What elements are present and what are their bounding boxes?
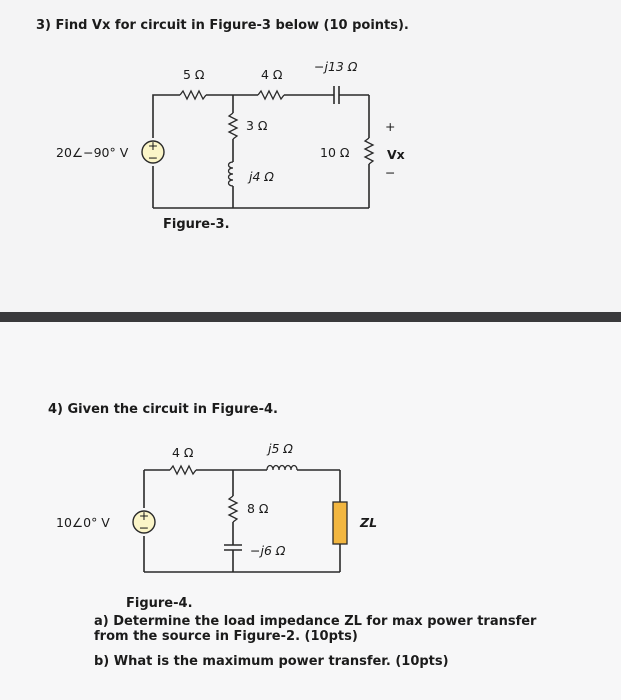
fig3-capacitor-label: −j13 Ω: [314, 59, 358, 74]
figure-3-circuit: [56, 59, 405, 208]
fig3-inductor-j4: [229, 162, 234, 186]
fig4-source-plus: +: [138, 508, 150, 523]
fig3-vx-plus: +: [385, 119, 396, 134]
figure-4-caption: Figure-4.: [126, 596, 193, 611]
fig3-source-minus: −: [147, 150, 159, 165]
fig4-r1-label: 4 Ω: [172, 445, 194, 460]
figure-3-caption: Figure-3.: [163, 217, 230, 232]
fig4-load-label: ZL: [360, 515, 378, 530]
fig3-r4-label: 10 Ω: [320, 145, 350, 160]
fig3-resistor-3ohm: [229, 113, 237, 139]
fig3-source-label: 20∠−90° V: [56, 145, 129, 160]
problem-4-part-a: a) Determine the load impedance ZL for max power transfer from the source in Figure-2. (10pts): [94, 614, 537, 644]
fig4-resistor-8ohm: [229, 496, 237, 522]
figure-4-circuit: [56, 441, 377, 572]
fig4-inductor-label: j5 Ω: [268, 441, 293, 456]
fig4-capacitor-label: −j6 Ω: [250, 543, 286, 558]
fig3-inductor-label: j4 Ω: [249, 169, 274, 184]
fig3-vx-label: Vx: [387, 147, 405, 162]
fig3-r3-label: 3 Ω: [246, 118, 268, 133]
problem-3-heading: 3) Find Vx for circuit in Figure-3 below (10 points).: [36, 18, 409, 33]
fig4-source-label: 10∠0° V: [56, 515, 110, 530]
fig3-source-plus: +: [147, 138, 159, 153]
fig4-source-minus: −: [138, 520, 150, 535]
fig3-resistor-10ohm: [365, 138, 373, 164]
fig3-resistor-4ohm: [258, 91, 284, 99]
fig4-resistor-4ohm: [170, 466, 196, 474]
fig3-left-wire: [153, 95, 180, 138]
fig4-inductor-j5: [267, 466, 297, 471]
problem-4-heading: 4) Given the circuit in Figure-4.: [48, 402, 278, 417]
fig3-vx-minus: −: [385, 165, 396, 180]
fig4-load-impedance: [333, 502, 347, 544]
problem-4-part-b: b) What is the maximum power transfer. (10pts): [94, 654, 449, 669]
fig4-r2-label: 8 Ω: [247, 501, 269, 516]
fig3-r1-label: 5 Ω: [183, 67, 205, 82]
fig3-r2-label: 4 Ω: [261, 67, 283, 82]
fig3-resistor-5ohm: [180, 91, 206, 99]
